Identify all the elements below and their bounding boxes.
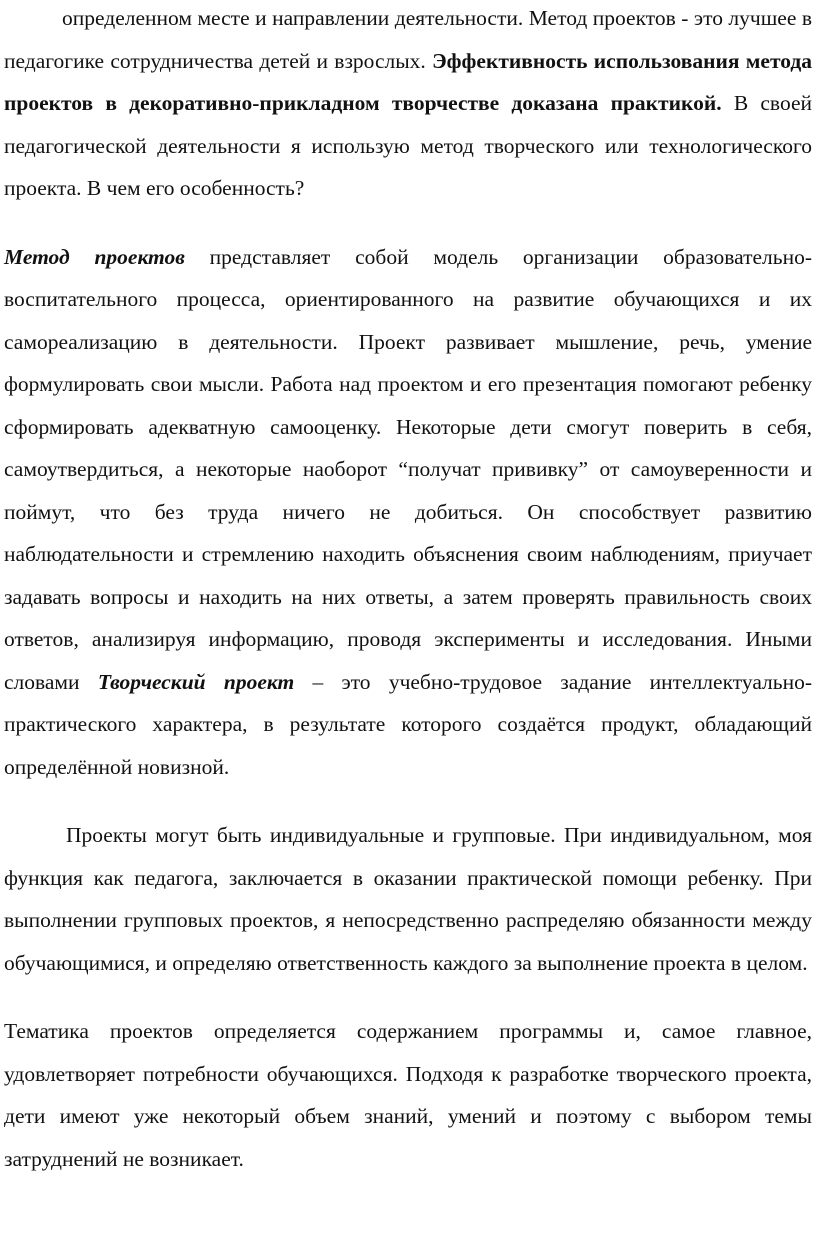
paragraph-text: определенном месте и направлении деятельности. Метод проектов - это лучшее в педагогике сотрудничества детей и взрослых. — [4, 6, 812, 73]
paragraph-text: В своей педагогической деятельности я использую метод творческого или технологического проекта. В чем его особенность? — [4, 91, 813, 200]
document-page — [4, 0, 812, 1180]
paragraph-project-types — [4, 814, 812, 984]
term-project-method: Метод проектов — [4, 244, 185, 269]
term-creative-project: Творческий проект — [97, 669, 295, 694]
paragraph-text: Тематика проектов определяется содержанием программы и, самое главное, удовлетворяет потребности обучающихся. Подходя к разработке творческого проекта, дети имеют уже некоторый объем знаний, умений и поэтому с выбором темы затруднений не возникает. — [4, 1019, 812, 1171]
paragraph-text: представляет собой модель организации образовательно-воспитательного процесса, ориентированного на развитие обучающихся и их самореализацию в деятельности. Проект развивает мышление, речь, умение формулировать свои мысли. Работа над проектом и его презентация помогают ребенку сформировать адекватную самооценку. Некоторые дети смогут поверить в себя, самоутвердиться, а некоторые наоборот “получат прививку” от самоуверенности и поймут, что без труда ничего не добиться. Он способствует развитию наблюдательности и стремлению находить объяснения своим наблюдениям, приучает задавать вопросы и находить на них ответы, а затем проверять правильность своих ответов, анализируя информацию, проводя эксперименты и исследования. Иными словами — [4, 244, 812, 694]
paragraph-project-method-effectiveness — [4, 0, 812, 210]
paragraph-project-method-definition — [4, 236, 812, 789]
paragraph-project-topics — [4, 1010, 812, 1180]
paragraph-text: – это учебно-трудовое задание интеллектуально-практического характера, в результате которого создаётся продукт, обладающий определённой новизной. — [4, 669, 813, 779]
paragraph-text: Проекты могут быть индивидуальные и групповые. При индивидуальном, моя функция как педагога, заключается в оказании практической помощи ребенку. При выполнении групповых проектов, я непосредственно распределяю обязанности между обучающимися, и определяю ответственность каждого за выполнение проекта в целом. — [4, 823, 812, 975]
bold-statement: Эффективность использования метода проектов в декоративно-прикладном творчестве доказана практикой. — [4, 48, 813, 115]
